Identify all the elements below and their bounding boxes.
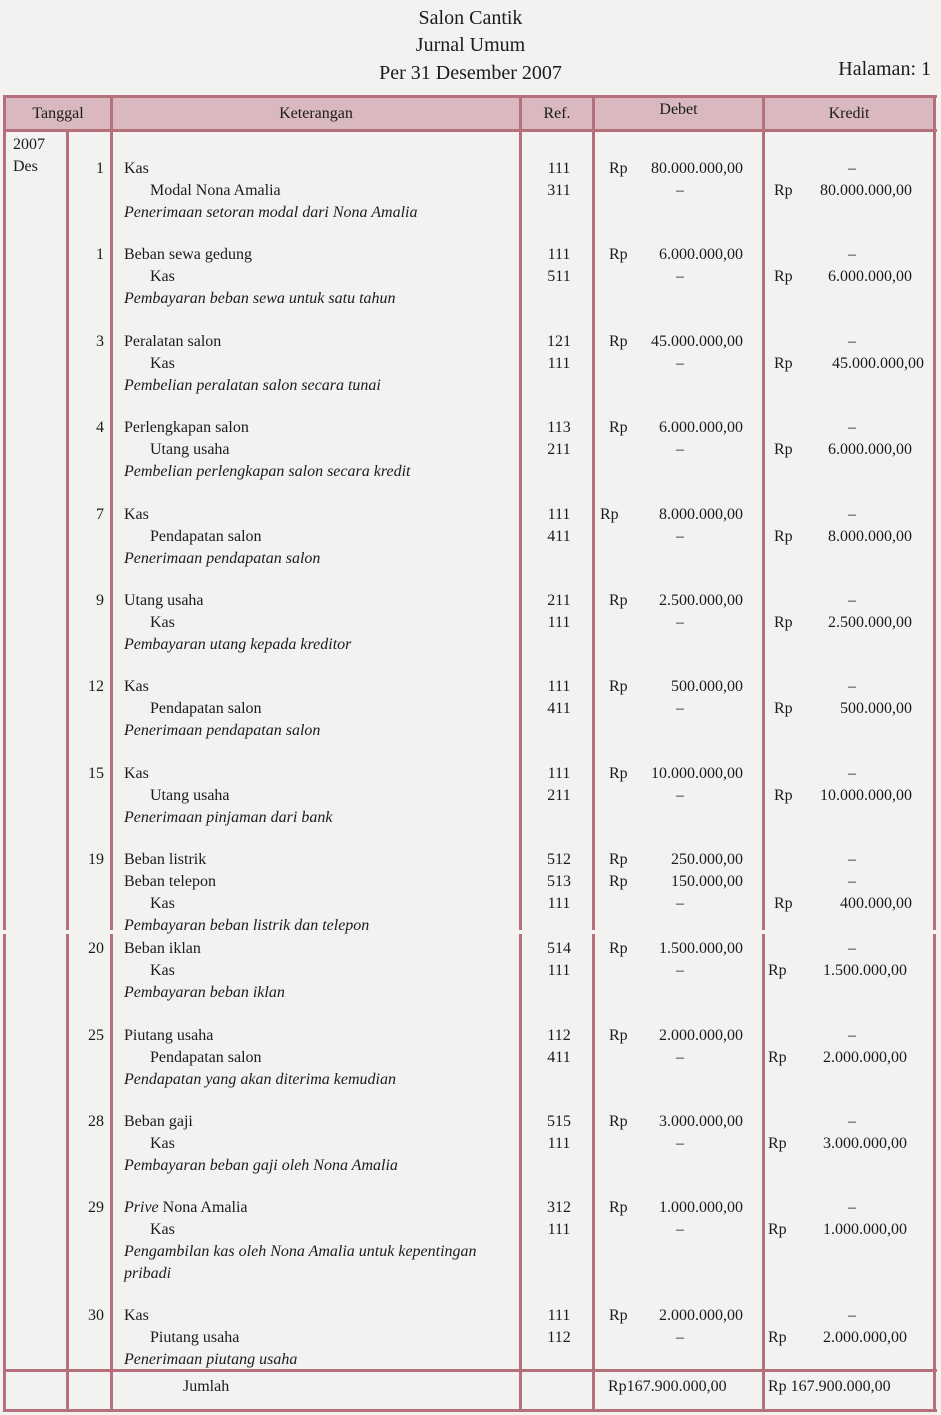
credit-dash: – [848,506,856,523]
day-cell: 20 [88,940,104,957]
day-cell: 25 [88,1027,104,1044]
day-cell: 15 [88,765,104,782]
account-name: Kas [124,765,149,782]
debit-currency: Rp [609,851,628,868]
month-label: Des [13,158,38,175]
debit-amount: 8.000.000,00 [659,506,743,523]
account-name: Piutang usaha [150,1329,240,1346]
entry-description: Pembayaran beban gaji oleh Nona Amalia [124,1157,398,1174]
col-header-date: Tanggal [6,98,110,129]
entry-description: Penerimaan pendapatan salon [124,550,321,567]
entry-description: Pengambilan kas oleh Nona Amalia untuk kepentingan pribadi [124,1243,477,1282]
credit-dash: – [848,851,856,868]
credit-currency: Rp [774,614,793,631]
table-row [0,1155,941,1177]
debit-currency: Rp [609,333,628,350]
day-cell: 4 [96,419,104,436]
period-label: Per 31 Desember 2007 [379,62,562,84]
ref-cell: 513 [547,873,571,890]
debit-dash: – [676,1329,684,1346]
ref-cell: 121 [547,333,571,350]
credit-dash: – [848,1113,856,1130]
account-name: Kas [150,355,175,372]
debit-amount: 2.500.000,00 [659,592,743,609]
credit-currency: Rp [774,787,793,804]
account-name: Perlengkapan salon [124,419,249,436]
page-number: Halaman: 1 [838,58,931,80]
ref-cell: 112 [547,1329,571,1346]
credit-dash: – [848,333,856,350]
debit-dash: – [676,182,684,199]
ref-cell: 311 [547,182,571,199]
entry-description: Pembelian perlengkapan salon secara kredit [124,463,411,480]
account-name: Beban telepon [124,873,216,890]
year-label: 2007 [13,136,45,153]
debit-amount: 6.000.000,00 [659,246,743,263]
account-name: Kas [124,678,149,695]
debit-dash: – [676,787,684,804]
entry-description: Pembayaran beban listrik dan telepon [124,917,370,934]
account-name: Kas [124,160,149,177]
table-row [0,1111,941,1133]
entry-description: Penerimaan setoran modal dari Nona Amalia [124,204,418,221]
ref-cell: 113 [547,419,571,436]
credit-amount: 45.000.000,00 [832,355,924,372]
ref-cell: 111 [547,1221,571,1238]
account-name: Beban gaji [124,1113,193,1130]
ref-cell: 411 [547,528,571,545]
ref-cell: 111 [547,160,571,177]
table-row [0,1349,941,1371]
account-name: Kas [150,962,175,979]
day-cell: 9 [96,592,104,609]
table-row [0,938,941,960]
ref-cell: 511 [547,268,571,285]
table-row [0,526,941,548]
debit-amount: 2.000.000,00 [659,1027,743,1044]
debit-currency: Rp [609,592,628,609]
credit-currency: Rp [774,895,793,912]
entry-description: Penerimaan pendapatan salon [124,722,321,739]
ref-cell: 111 [547,678,571,695]
debit-currency: Rp [609,678,628,695]
credit-currency: Rp [774,355,793,372]
table-row [0,1069,941,1091]
table-row [0,1025,941,1047]
table-row [0,720,941,742]
credit-amount: 10.000.000,00 [820,787,912,804]
ref-cell: 111 [547,765,571,782]
table-row [0,548,941,570]
day-cell: 19 [88,851,104,868]
debit-dash: – [676,1135,684,1152]
credit-dash: – [848,678,856,695]
ref-cell: 111 [547,1307,571,1324]
credit-amount: 2.000.000,00 [823,1049,907,1066]
debit-dash: – [676,268,684,285]
debit-amount: 500.000,00 [671,678,743,695]
debit-dash: – [676,1049,684,1066]
debit-dash: – [676,441,684,458]
account-name: Beban iklan [124,940,201,957]
table-row [0,1327,941,1349]
debit-amount: 250.000,00 [671,851,743,868]
table-row [0,375,941,397]
table-row [0,676,941,698]
debit-currency: Rp [609,1199,628,1216]
ref-cell: 112 [547,1027,571,1044]
table-row [0,698,941,720]
debit-currency: Rp [600,506,619,523]
table-row [0,590,941,612]
ref-cell: 111 [547,506,571,523]
debit-amount: 10.000.000,00 [651,765,743,782]
debit-dash: – [676,528,684,545]
credit-currency: Rp [768,1221,787,1238]
total-credit: Rp 167.900.000,00 [768,1378,891,1395]
account-name [124,1197,248,1219]
credit-currency: Rp [768,962,787,979]
journal-title: Jurnal Umum [415,34,526,56]
ref-cell: 312 [547,1199,571,1216]
credit-currency: Rp [774,441,793,458]
debit-amount: 6.000.000,00 [659,419,743,436]
credit-dash: – [848,765,856,782]
ref-cell: 512 [547,851,571,868]
credit-currency: Rp [774,528,793,545]
account-name: Kas [124,506,149,523]
debit-amount: 1.000.000,00 [659,1199,743,1216]
header-bottom-border [3,129,937,132]
debit-currency: Rp [609,419,628,436]
table-row [0,1241,941,1282]
table-row [0,871,941,893]
credit-dash: – [848,940,856,957]
debit-currency: Rp [609,873,628,890]
day-cell: 1 [96,246,104,263]
credit-amount: 3.000.000,00 [823,1135,907,1152]
table-row [0,353,941,375]
account-name: Piutang usaha [124,1027,214,1044]
entry-description: Pembayaran beban iklan [124,984,285,1001]
table-row [0,244,941,266]
ref-cell: 111 [547,246,571,263]
table-row [0,915,941,937]
credit-currency: Rp [774,182,793,199]
credit-dash: – [848,160,856,177]
table-row [0,634,941,656]
account-name: Kas [150,268,175,285]
credit-dash: – [848,419,856,436]
account-name: Peralatan salon [124,333,222,350]
table-bottom-border [3,1409,937,1412]
debit-amount: 1.500.000,00 [659,940,743,957]
ref-cell: 211 [547,441,571,458]
day-cell: 3 [96,333,104,350]
credit-dash: – [848,873,856,890]
debit-amount: 150.000,00 [671,873,743,890]
credit-amount: 500.000,00 [840,700,912,717]
total-debit: Rp167.900.000,00 [608,1378,727,1395]
total-label: Jumlah [183,1378,230,1395]
ref-cell: 111 [547,962,571,979]
table-row [0,960,941,982]
account-name: Kas [150,895,175,912]
credit-amount: 2.500.000,00 [828,614,912,631]
col-header-credit: Kredit [765,98,933,129]
debit-currency: Rp [609,160,628,177]
credit-amount: 80.000.000,00 [820,182,912,199]
credit-amount: 1.500.000,00 [823,962,907,979]
ref-cell: 211 [547,592,571,609]
table-row [0,1305,941,1327]
table-row [0,807,941,829]
table-row [0,1197,941,1219]
table-row [0,158,941,180]
ref-cell: 211 [547,787,571,804]
table-row [0,439,941,461]
ref-cell: 515 [547,1113,571,1130]
ref-cell: 111 [547,355,571,372]
day-cell: 7 [96,506,104,523]
entry-description: Penerimaan pinjaman dari bank [124,809,333,826]
day-cell: 28 [88,1113,104,1130]
debit-currency: Rp [609,246,628,263]
credit-currency: Rp [768,1329,787,1346]
company-name: Salon Cantik [418,7,523,29]
col-header-description: Keterangan [113,98,519,129]
credit-dash: – [848,592,856,609]
table-row [0,612,941,634]
credit-dash: – [848,1199,856,1216]
table-row [0,417,941,439]
ref-cell: 111 [547,614,571,631]
account-name: Utang usaha [124,592,204,609]
ref-cell: 111 [547,895,571,912]
account-name: Beban listrik [124,851,207,868]
account-name: Kas [124,1307,149,1324]
debit-dash: – [676,1221,684,1238]
entry-description: Pembayaran beban sewa untuk satu tahun [124,290,396,307]
debit-dash: – [676,962,684,979]
credit-currency: Rp [768,1049,787,1066]
table-row [0,1219,941,1241]
account-name: Kas [150,614,175,631]
debit-amount: 80.000.000,00 [651,160,743,177]
debit-currency: Rp [609,1027,628,1044]
account-name: Beban sewa gedung [124,246,252,263]
day-cell: 1 [96,160,104,177]
table-row [0,504,941,526]
credit-amount: 2.000.000,00 [823,1329,907,1346]
credit-currency: Rp [774,268,793,285]
table-row [0,266,941,288]
credit-amount: 400.000,00 [840,895,912,912]
account-name: Utang usaha [150,787,230,804]
table-row [0,763,941,785]
col-header-ref: Ref. [522,98,592,129]
table-row [0,331,941,353]
debit-dash: – [676,614,684,631]
col-header-debit: Debet [595,98,762,129]
account-name: Kas [150,1135,175,1152]
ref-cell: 514 [547,940,571,957]
account-name: Kas [150,1221,175,1238]
table-row [0,982,941,1004]
ref-cell: 411 [547,700,571,717]
entry-description: Pembelian peralatan salon secara tunai [124,377,381,394]
entry-description: Pendapatan yang akan diterima kemudian [124,1071,396,1088]
day-cell: 30 [88,1307,104,1324]
table-row [0,893,941,915]
day-cell: 29 [88,1199,104,1216]
account-name: Utang usaha [150,441,230,458]
day-cell: 12 [88,678,104,695]
debit-currency: Rp [609,940,628,957]
credit-dash: – [848,1027,856,1044]
account-name: Modal Nona Amalia [150,182,281,199]
table-row [0,1133,941,1155]
credit-currency: Rp [774,700,793,717]
credit-amount: 8.000.000,00 [828,528,912,545]
table-row [0,461,941,483]
credit-dash: – [848,1307,856,1324]
debit-currency: Rp [609,1113,628,1130]
table-row [0,1047,941,1069]
credit-amount: 1.000.000,00 [823,1221,907,1238]
debit-dash: – [676,700,684,717]
credit-dash: – [848,246,856,263]
entry-description: Pembayaran utang kepada kreditor [124,636,352,653]
ref-cell: 111 [547,1135,571,1152]
account-name: Pendapatan salon [150,700,262,717]
debit-currency: Rp [609,765,628,782]
table-row [0,202,941,224]
table-row [0,785,941,807]
credit-amount: 6.000.000,00 [828,268,912,285]
table-row [0,849,941,871]
table-row [0,288,941,310]
credit-amount: 6.000.000,00 [828,441,912,458]
ref-cell: 411 [547,1049,571,1066]
debit-dash: – [676,355,684,372]
debit-amount: 3.000.000,00 [659,1113,743,1130]
credit-currency: Rp [768,1135,787,1152]
account-italic: Prive [124,1199,159,1216]
entry-description: Penerimaan piutang usaha [124,1351,298,1368]
debit-amount: 45.000.000,00 [651,333,743,350]
debit-dash: – [676,895,684,912]
account-name: Pendapatan salon [150,1049,262,1066]
account-name: Pendapatan salon [150,528,262,545]
account-rest: Nona Amalia [158,1199,248,1216]
debit-amount: 2.000.000,00 [659,1307,743,1324]
table-row [0,180,941,202]
debit-currency: Rp [609,1307,628,1324]
